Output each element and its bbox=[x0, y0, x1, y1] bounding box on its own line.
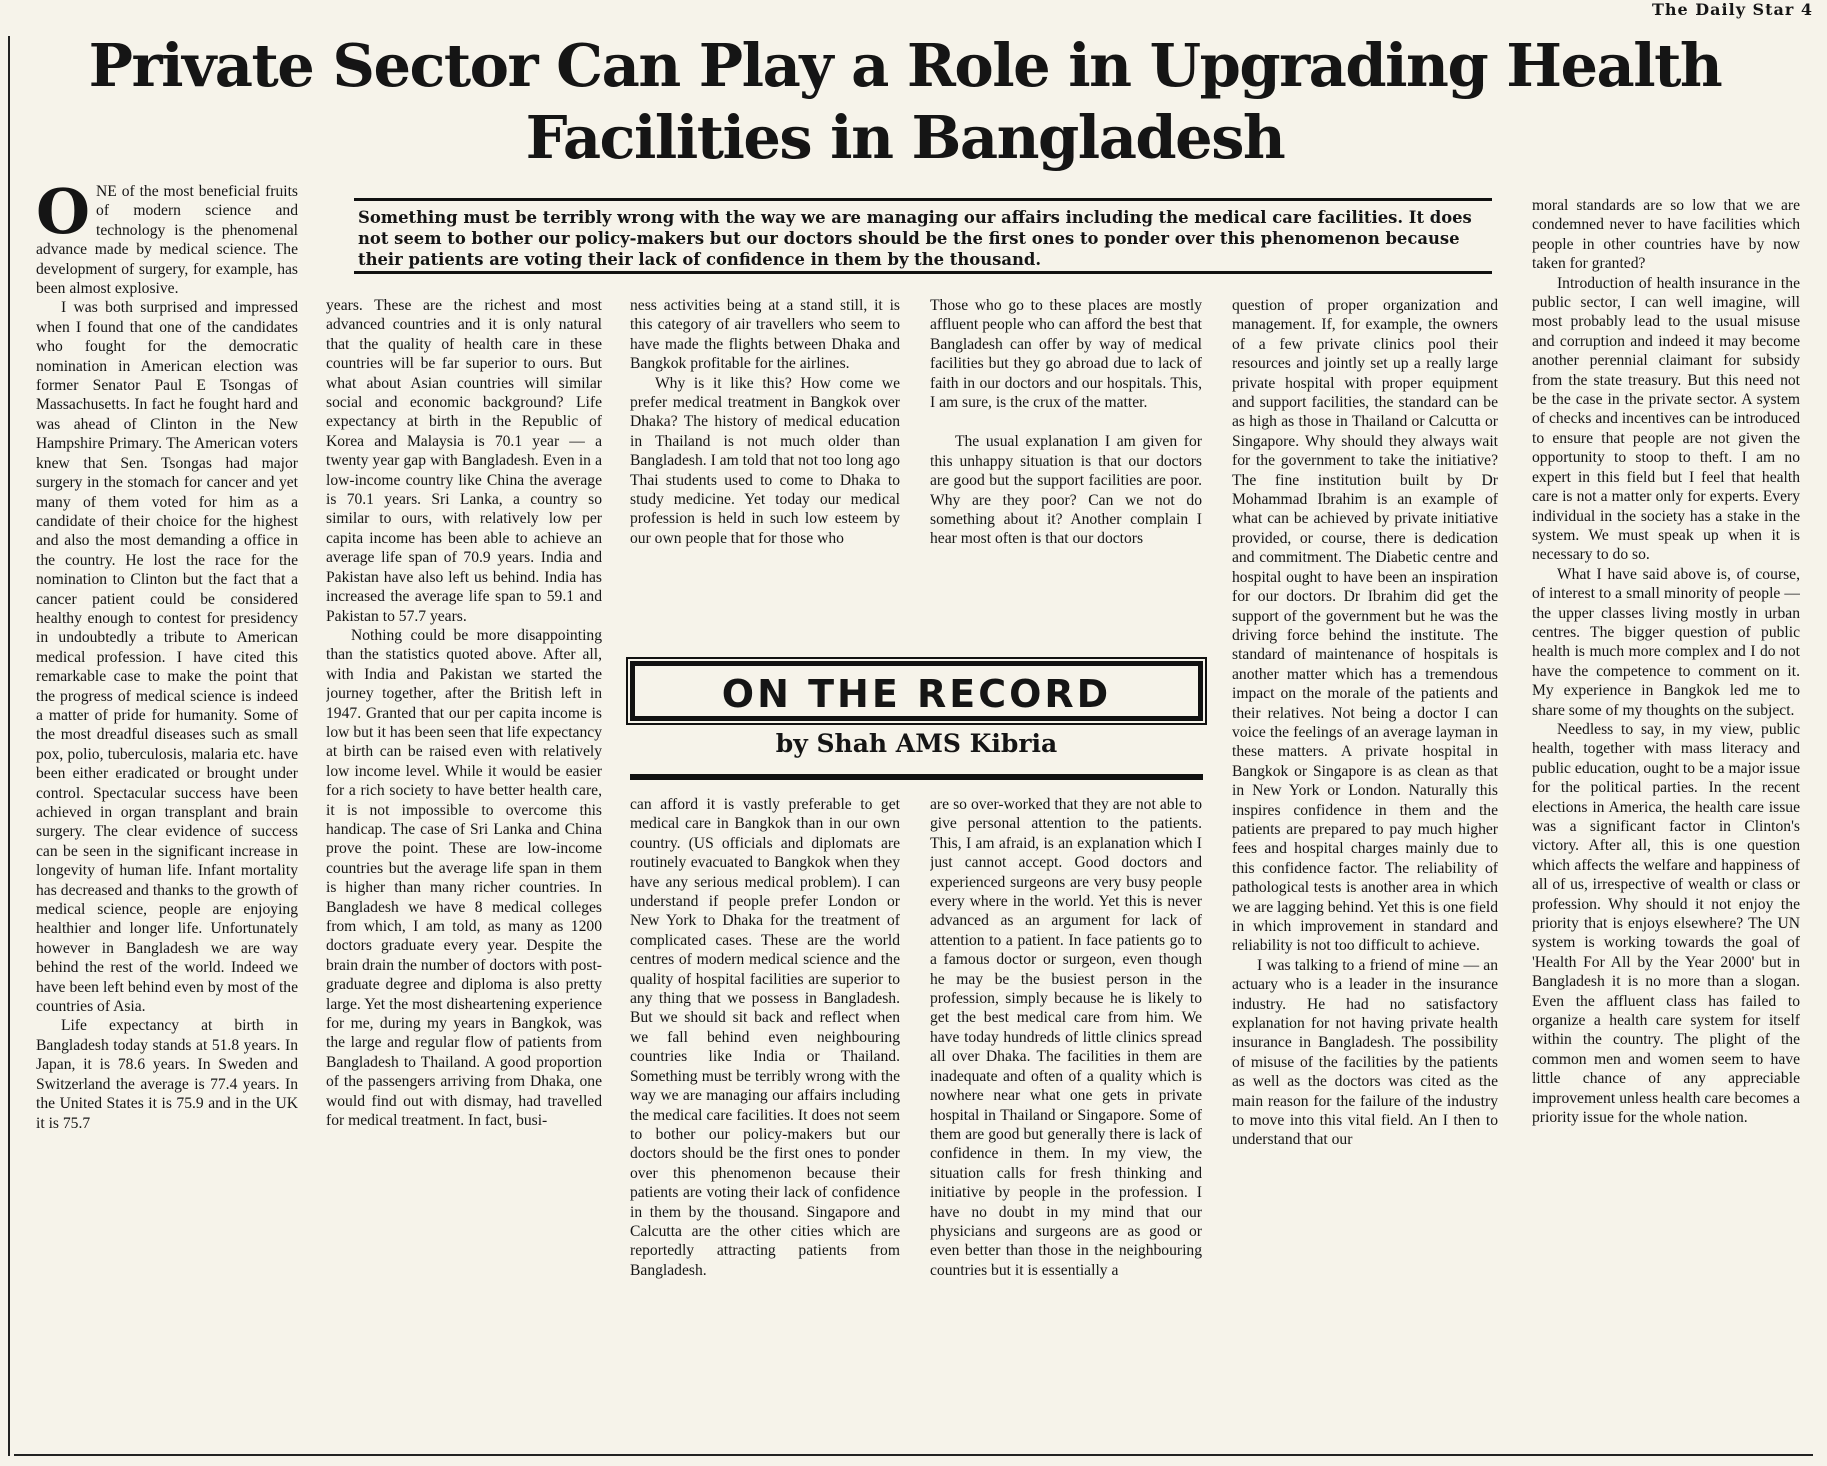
article-column-5 bbox=[1232, 296, 1498, 1450]
paragraph: The usual explanation I am given for this unhappy situation is that our doctors are good but the support facilities are poor. Why are they poor? Can we not do something about it? Another complain I hear most often is that our doctors bbox=[930, 433, 1202, 548]
paragraph: moral standards are so low that we are condemned never to have facilities which people in other countries have by now taken for granted? bbox=[1532, 197, 1800, 273]
paragraph: Why is it like this? How come we prefer medical treatment in Bangkok over Dhaka? The history of medical education in Thailand is not much older than Bangladesh. I am told that not too long ago Thai students used to come to Dhaka to study medicine. Yet today our medical profession is held in such low esteem by our own people that for those who bbox=[630, 374, 900, 547]
masthead: The Daily Star 4 bbox=[1652, 0, 1813, 19]
article-column-6 bbox=[1532, 196, 1800, 1450]
paragraph: Nothing could be more disappointing than the statistics quoted above. After all, with India and Pakistan we started the journey together, after the British left in 1947. Granted that our per capita income is low but it has been seen that life expectancy at birth can be raised even with relatively low income level. While it would be easier for a rich society to have better health care, it is not impossible to overcome this handicap. The case of Sri Lanka and China prove the point. These are low-income countries but the average life span in them is higher than many richer countries. In Bangladesh we have 8 medical colleges from which, I am told, as many as 1200 doctors graduate every year. Despite the brain drain the number of doctors with post-graduate degree and diploma is also pretty large. Yet the most disheartening experience for me, during my years in Bangkok, was the large and regular flow of patients from Bangladesh to Thailand. A good proportion of the passengers arriving from Dhaka, one would find out with dismay, had travelled for medical treatment. In fact, busi- bbox=[326, 626, 602, 1130]
article-column-3-top bbox=[630, 296, 900, 652]
intro-paragraph bbox=[36, 182, 298, 298]
headline: Private Sector Can Play a Role in Upgrading Health Facilities in Bangladesh bbox=[88, 31, 1722, 172]
paragraph: years. These are the richest and most advanced countries and it is only natural that the quality of health care in these countries will be far superior to ours. But what about Asian countries will similar social and economic background? Life expectancy at birth in the Republic of Korea and Malaysia is 70.1 year — a twenty year gap with Bangladesh. Even in a low-income country like China the average is 70.1 years. Sri Lanka, a country so similar to ours, with relatively low per capita income has been able to achieve an average life span of 70.9 years. India and Pakistan have also left us behind. India has increased the average life span to 59.1 and Pakistan to 57.7 years. bbox=[326, 297, 602, 625]
paragraph: I was talking to a friend of mine — an actuary who is a leader in the insurance industry. He had no satisfactory explanation for not having private health insurance in Bangladesh. The possibility of misuse of the facilities by the patients as well as the doctors was cited as the main reason for the failure of the industry to move into this vital field. An I then to understand that our bbox=[1232, 956, 1498, 1149]
paragraph: Those who go to these places are mostly affluent people who can afford the best that Bangladesh can offer by way of medical facilities but they go abroad due to lack of faith in our doctors and our hospitals. This, I am sure, is the crux of the matter. bbox=[930, 297, 1202, 412]
paragraph: are so over-worked that they are not able to give personal attention to the patients. This, I am afraid, is an explanation which I just cannot accept. Good doctors and experienced surgeons are very busy people every where in the world. Yet this is never advanced as an argument for lack of attention to a patient. In face patients go to a famous doctor or surgeon, even though he may be the busiest person in the profession, simply because he is likely to get the best medical care from him. We have today hundreds of little clinics spread all over Dhaka. The facilities in them are inadequate and often of a quality which is nowhere near what one gets in private hospital in Thailand or Singapore. Some of them are good but generally there is lack of confidence in them. In my view, the situation calls for fresh thinking and initiative by people in the profession. I have no doubt in my mind that our physicians and surgeons are as good or even better than those in the neighbouring countries but it is essentially a bbox=[930, 796, 1202, 1279]
on-the-record-column-box bbox=[630, 661, 1203, 758]
paragraph: Life expectancy at birth in Bangladesh today stands at 51.8 years. In Japan, it is 78.6 years. In Sweden and Switzerland the average is 77.4 years. In the United States it is 75.9 and in the UK it is 75.7 bbox=[36, 1017, 298, 1132]
byline: by Shah AMS Kibria bbox=[775, 729, 1058, 758]
paragraph: ness activities being at a stand still, it is this category of air travellers who seem to have made the flights between Dhaka and Bangkok profitable for the airlines. bbox=[630, 297, 900, 373]
paragraph: I was both surprised and impressed when I found that one of the candidates who fought for the democratic nomination in American election was former Senator Paul E Tsongas of Massachusetts. In fact he fought hard and was ahead of Clinton in the New Hampshire Primary. The American voters knew that Sen. Tsongas had major surgery in the stomach for cancer and yet many of them voted for him as a candidate of their choice for the highest and also the most demanding a office in the country. He lost the race for the nomination to Clinton but the fact that a cancer patient could be considered healthy enough to contest for presidency in undoubtedly a tribute to American medical profession. I have cited this remarkable case to make the point that the progress of medical science is indeed a matter of pride for humanity. Some of the most dreadful diseases such as small pox, polio, tuberculosis, malaria etc. have been either eradicated or brought under control. Spectacular success have been achieved in organ transplant and brain surgery. The clear evidence of success can be seen in the significant increase in longevity of human life. Infant mortality has decreased and thanks to the growth of medical science, people are enjoying healthier and longer life. Unfortunately however in Bangladesh we are way behind the rest of the world. Indeed we have been left behind even by most of the countries of Asia. bbox=[36, 299, 298, 1016]
article-column-2 bbox=[326, 296, 602, 1450]
intro-text: NE of the most beneficial fruits of modern science and technology is the phenomenal advance made by medical science. The development of surgery, for example, has been almost explosive. bbox=[36, 183, 298, 298]
column-title: ON THE RECORD bbox=[721, 672, 1112, 716]
left-border-rule bbox=[8, 36, 10, 1456]
article-column-1 bbox=[36, 182, 298, 1450]
paragraph: Introduction of health insurance in the public sector, I can well imagine, will most probably lead to the usual misuse and corruption and indeed it may become another perennial claimant for subsidy from the state treasury. But this need not be the case in the private sector. A system of checks and incentives can be introduced to ensure that people are not given the opportunity to stoop to theft. I am no expert in this field but I feel that health care is not a matter only for experts. Every individual in the society has a stake in the system. We must speak up when it is necessary to do so. bbox=[1532, 274, 1800, 564]
paragraph: What I have said above is, of course, of interest to a small minority of people — the upper classes living mostly in urban centres. The bigger question of public health is much more complex and I do not have the competence to comment on it. My experience in Bangkok led me to share some of my thoughts on the subject. bbox=[1532, 565, 1800, 719]
teaser-box: Something must be terribly wrong with the way we are managing our affairs including the medical care facilities. It does not seem to bother our policy-makers but our doctors should be the first ones to ponder over this phenomenon because their patients are voting their lack of confidence in them by the thousand. bbox=[354, 198, 1492, 274]
paragraph: question of proper organization and management. If, for example, the owners of a few private clinics pool their resources and jointly set up a really large private hospital with proper equipment and support facilities, the standard can be as high as those in Thailand or Calcutta or Singapore. Why should they always wait for the government to take the initiative? The fine institution built by Dr Mohammad Ibrahim is an example of what can be achieved by private initiative provided, or course, there is dedication and commitment. The Diabetic centre and hospital ought to have been an inspiration for our doctors. Dr Ibrahim did get the support of the government but he was the driving force behind the institute. The standard of maintenance of hospitals is another matter which has a tremendous impact on the morale of the patients and their relatives. Not being a doctor I can voice the feelings of an average layman in these matters. A private hospital in Bangkok or Singapore is as clean as that in New York or London. Naturally this inspires confidence in them and the patients are prepared to pay much higher fees and hospital charges mainly due to this confidence factor. The reliability of pathological tests is another area in which we are lagging behind. Yet this is one field in which improvement in standard and reliability is not too difficult to achieve. bbox=[1232, 297, 1498, 955]
byline-rule bbox=[630, 774, 1203, 780]
article-column-3-bottom bbox=[630, 795, 900, 1450]
paragraph: can afford it is vastly preferable to get medical care in Bangkok than in our own country. (US officials and diplomats are routinely evacuated to Bangkok when they have any serious medical problem). I can understand if people prefer London or New York to Dhaka for the treatment of complicated cases. These are the world centres of modern medical science and the quality of hospital facilities are superior to any thing that we possess in Bangladesh. But we should sit back and reflect when we fall behind even neighbouring countries like India or Thailand. Something must be terribly wrong with the way we are managing our affairs including the medical care facilities. It does not seem to bother our policy-makers but our doctors should be the first ones to ponder over this phenomenon because their patients are voting their lack of confidence in them by the thousand. Singapore and Calcutta are the other cities which are reportedly attracting patients from Bangladesh. bbox=[630, 796, 900, 1279]
bottom-rule bbox=[14, 1454, 1813, 1456]
drop-cap: O bbox=[36, 182, 91, 248]
column-title-frame bbox=[630, 661, 1203, 721]
article-column-4-top bbox=[930, 296, 1202, 652]
paragraph: Needless to say, in my view, public health, together with mass literacy and public education, ought to be a major issue for the political parties. In the recent elections in America, the health care issue was a significant factor in Clinton's victory. After all, this is one question which affects the welfare and happiness of all of us, irrespective of wealth or class or profession. Why should it not enjoy the priority that is enjoys elsewhere? The UN system is working towards the goal of 'Health For All by the Year 2000' but in Bangladesh it is no more than a slogan. Even the affluent class has failed to organize a health care system for itself within the country. The plight of the common men and women seem to have little chance of any appreciable improvement unless health care becomes a priority issue for the whole nation. bbox=[1532, 720, 1800, 1127]
article-column-4-bottom bbox=[930, 795, 1202, 1450]
